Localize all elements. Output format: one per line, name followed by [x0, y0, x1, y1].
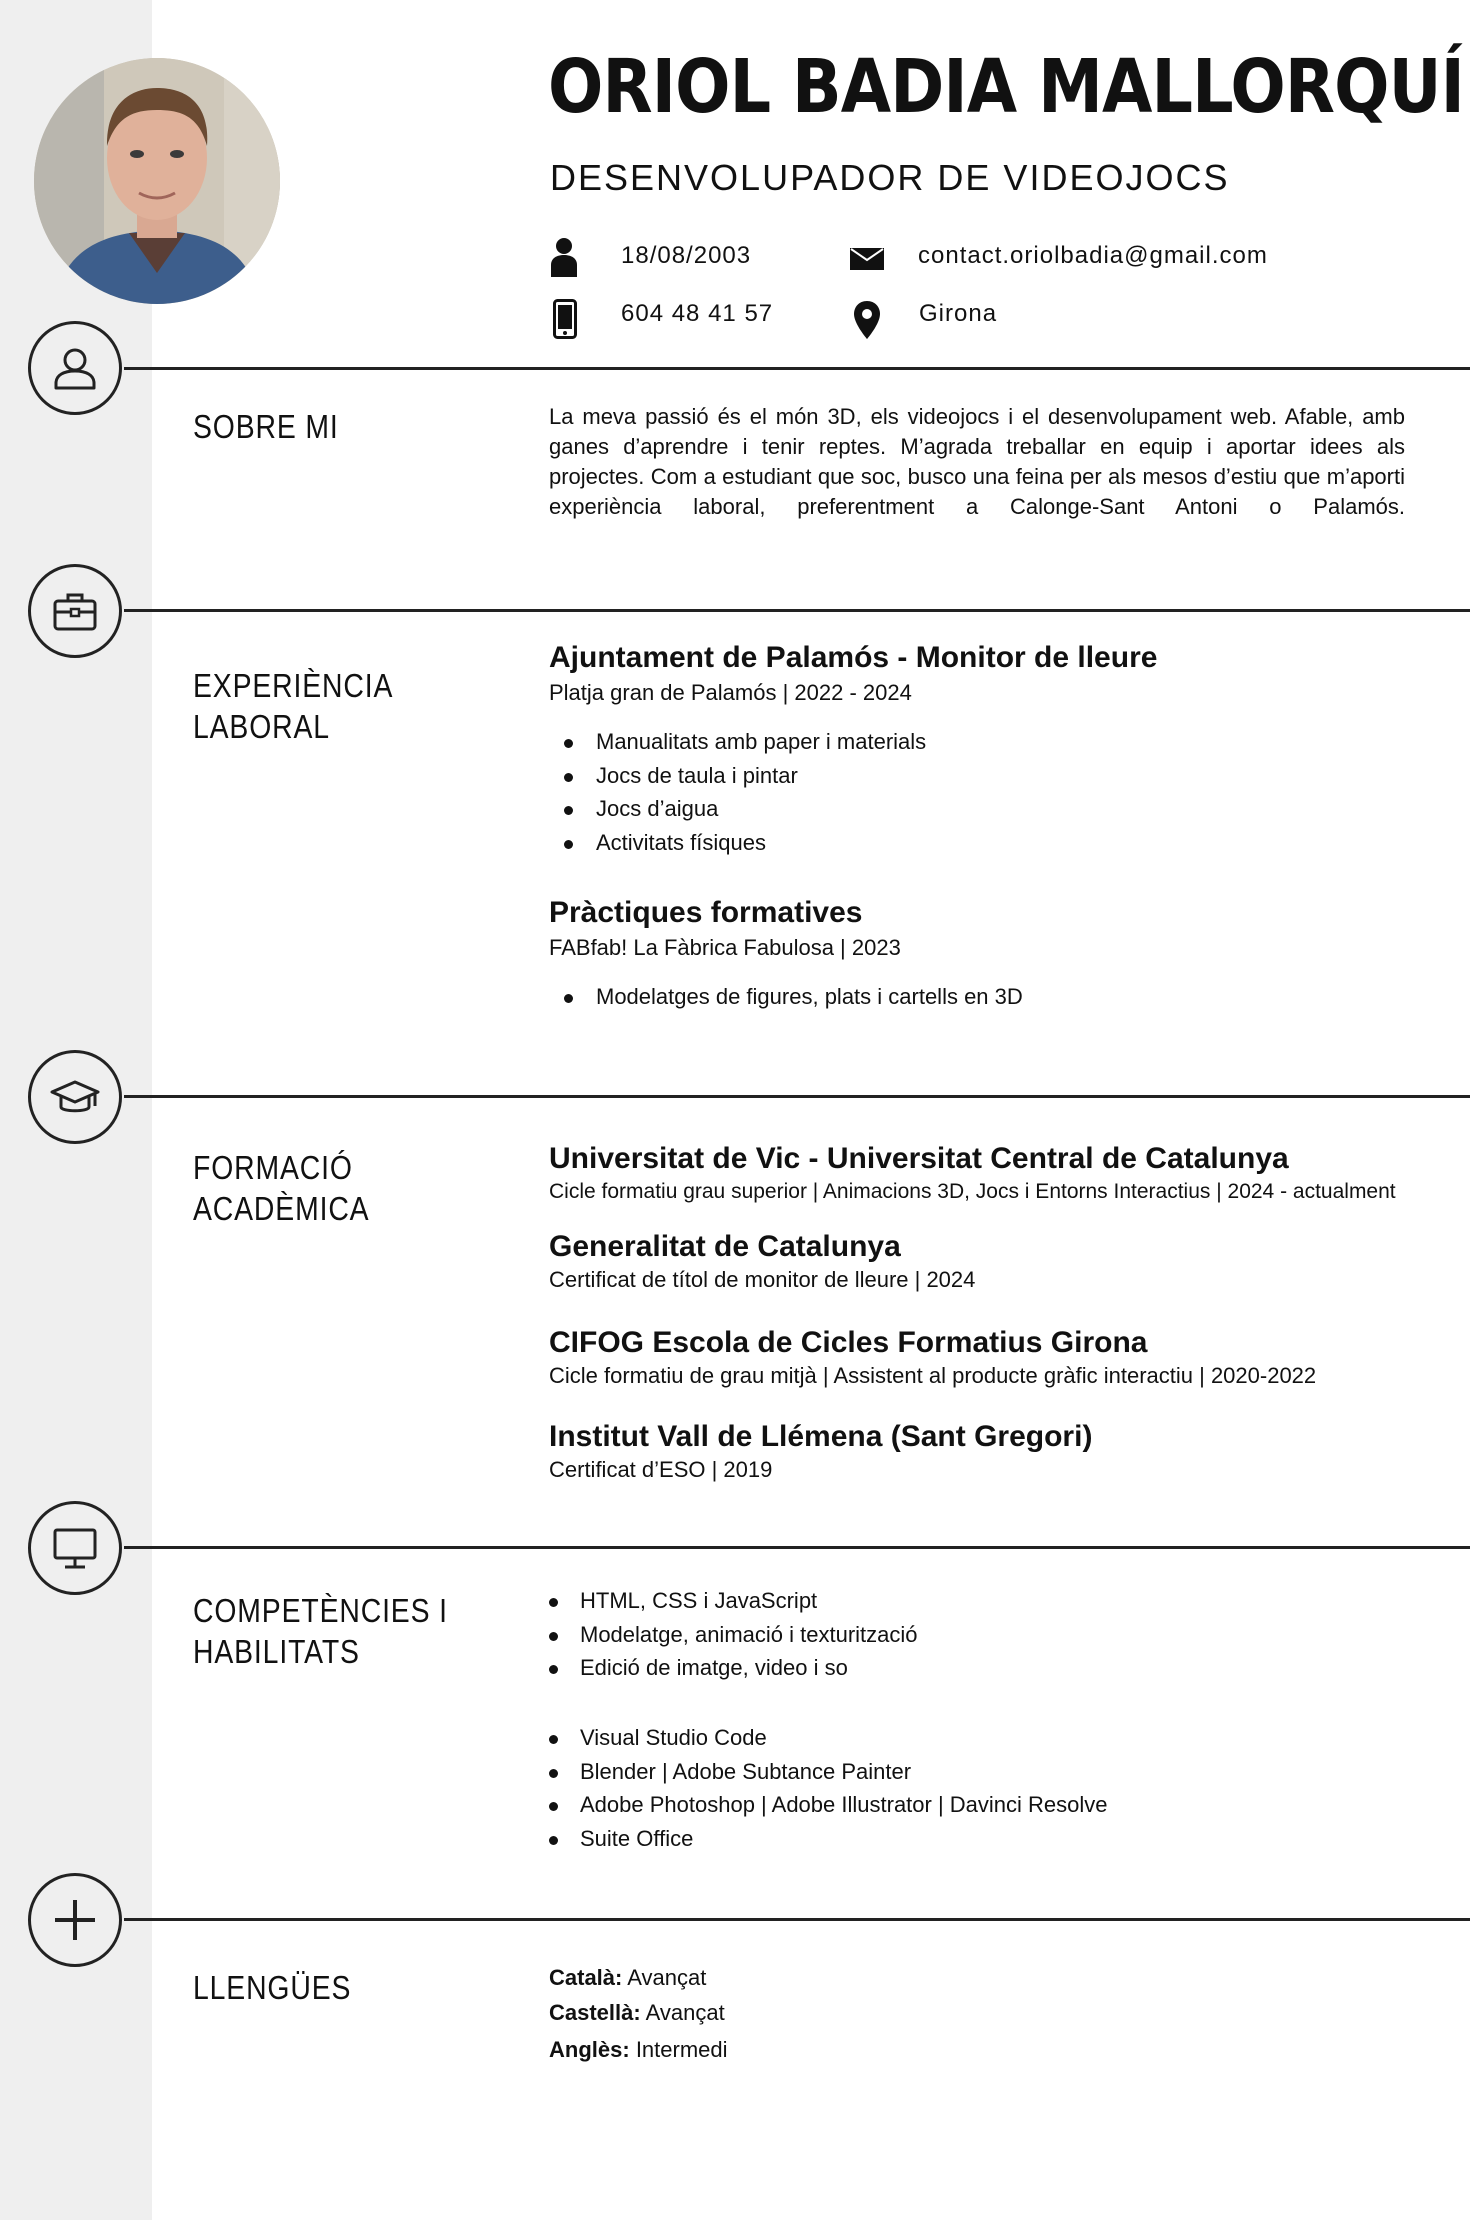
experience-title [193, 665, 393, 747]
profile-photo [34, 58, 280, 304]
job-heading: Ajuntament de Palamós - Monitor de lleure [549, 641, 1158, 674]
job-title: DESENVOLUPADOR DE VIDEOJOCS [550, 157, 1230, 198]
education-subtitle: Certificat d’ESO | 2019 [549, 1457, 773, 1482]
location: Girona [919, 300, 998, 327]
job-subtitle: FABfab! La Fàbrica Fabulosa | 2023 [549, 935, 901, 960]
education-heading: Universitat de Vic - Universitat Central de Catalunya [549, 1142, 1289, 1175]
language-level: Avançat [645, 2000, 725, 2025]
skills-list [549, 1584, 918, 1685]
location-pin-icon [853, 300, 881, 340]
education-heading: Institut Vall de Llémena (Sant Gregori) [549, 1420, 1093, 1453]
list-item: Manualitats amb paper i materials [549, 725, 926, 759]
job-tasks-list [549, 725, 926, 859]
divider-experience [124, 609, 1470, 612]
about-title: SOBRE MI [193, 408, 339, 445]
job-heading: Pràctiques formatives [549, 896, 863, 929]
list-item: Modelatge, animació i texturització [549, 1618, 918, 1652]
list-item: Blender | Adobe Subtance Painter [549, 1755, 1108, 1789]
skills-title-line2: HABILITATS [193, 1633, 360, 1670]
list-item: HTML, CSS i JavaScript [549, 1584, 918, 1618]
language-item [549, 2000, 725, 2026]
education-subtitle: Cicle formatiu de grau mitjà | Assistent al producte gràfic interactiu | 2020-2022 [549, 1363, 1317, 1388]
education-title-line1: FORMACIÓ [193, 1149, 353, 1186]
skills-section-icon [28, 1501, 122, 1595]
list-item: Jocs de taula i pintar [549, 759, 926, 793]
list-item: Modelatges de figures, plats i cartells en 3D [549, 980, 1023, 1014]
list-item: Edició de imatge, video i so [549, 1651, 918, 1685]
user-icon [550, 237, 578, 277]
phone-icon [553, 299, 577, 339]
experience-title-line2: LABORAL [193, 708, 330, 745]
experience-section-icon [28, 564, 122, 658]
birthdate: 18/08/2003 [621, 242, 752, 269]
monitor-icon [50, 1523, 100, 1573]
divider-about [124, 367, 1470, 370]
list-item: Visual Studio Code [549, 1721, 1108, 1755]
full-name: ORIOL BADIA MALLORQUÍ [548, 44, 1465, 130]
list-item: Jocs d’aigua [549, 792, 926, 826]
tools-list [549, 1721, 1108, 1855]
skills-title-line1: COMPETÈNCIES I [193, 1592, 448, 1629]
plus-icon [50, 1895, 100, 1945]
language-name: Anglès: [549, 2037, 630, 2062]
skills-title [193, 1590, 448, 1672]
envelope-icon [850, 248, 884, 270]
languages-section-icon [28, 1873, 122, 1967]
email[interactable]: contact.oriolbadia@gmail.com [918, 242, 1268, 269]
briefcase-icon [50, 586, 100, 636]
experience-title-line1: EXPERIÈNCIA [193, 667, 394, 704]
job-tasks-list [549, 980, 1023, 1014]
language-name: Castellà: [549, 2000, 641, 2025]
education-section-icon [28, 1050, 122, 1144]
language-level: Avançat [627, 1965, 707, 1990]
list-item: Activitats físiques [549, 826, 926, 860]
about-section-icon [28, 321, 122, 415]
language-level: Intermedi [635, 2037, 728, 2062]
language-item [549, 2037, 728, 2063]
divider-education [124, 1095, 1470, 1098]
job-subtitle: Platja gran de Palamós | 2022 - 2024 [549, 680, 912, 705]
education-title-line2: ACADÈMICA [193, 1190, 370, 1227]
education-title [193, 1147, 369, 1229]
education-heading: Generalitat de Catalunya [549, 1230, 901, 1263]
divider-skills [124, 1546, 1470, 1549]
about-text: La meva passió és el món 3D, els videojocs i el desenvolupament web. Afable, amb ganes d’aprendre i tenir reptes. M’agrada treballar en equip i aportar idees als projectes. Com a estudiant que soc, busco una feina per als mesos d’estiu que m’aporti experiència laboral, preferentment a Calonge-Sant Antoni o Palamós. [549, 404, 1405, 519]
list-item: Suite Office [549, 1822, 1108, 1856]
languages-title: LLENGÜES [193, 1969, 352, 2006]
divider-languages [124, 1918, 1470, 1921]
language-item [549, 1965, 706, 1991]
education-subtitle: Cicle formatiu grau superior | Animacions 3D, Jocs i Entorns Interactius | 2024 - actualment [549, 1180, 1396, 1203]
phone: 604 48 41 57 [621, 300, 774, 327]
graduation-cap-icon [49, 1072, 101, 1122]
list-item: Adobe Photoshop | Adobe Illustrator | Davinci Resolve [549, 1788, 1108, 1822]
person-outline-icon [50, 343, 100, 393]
education-heading: CIFOG Escola de Cicles Formatius Girona [549, 1326, 1148, 1359]
education-subtitle: Certificat de títol de monitor de lleure | 2024 [549, 1267, 976, 1292]
language-name: Català: [549, 1965, 623, 1990]
